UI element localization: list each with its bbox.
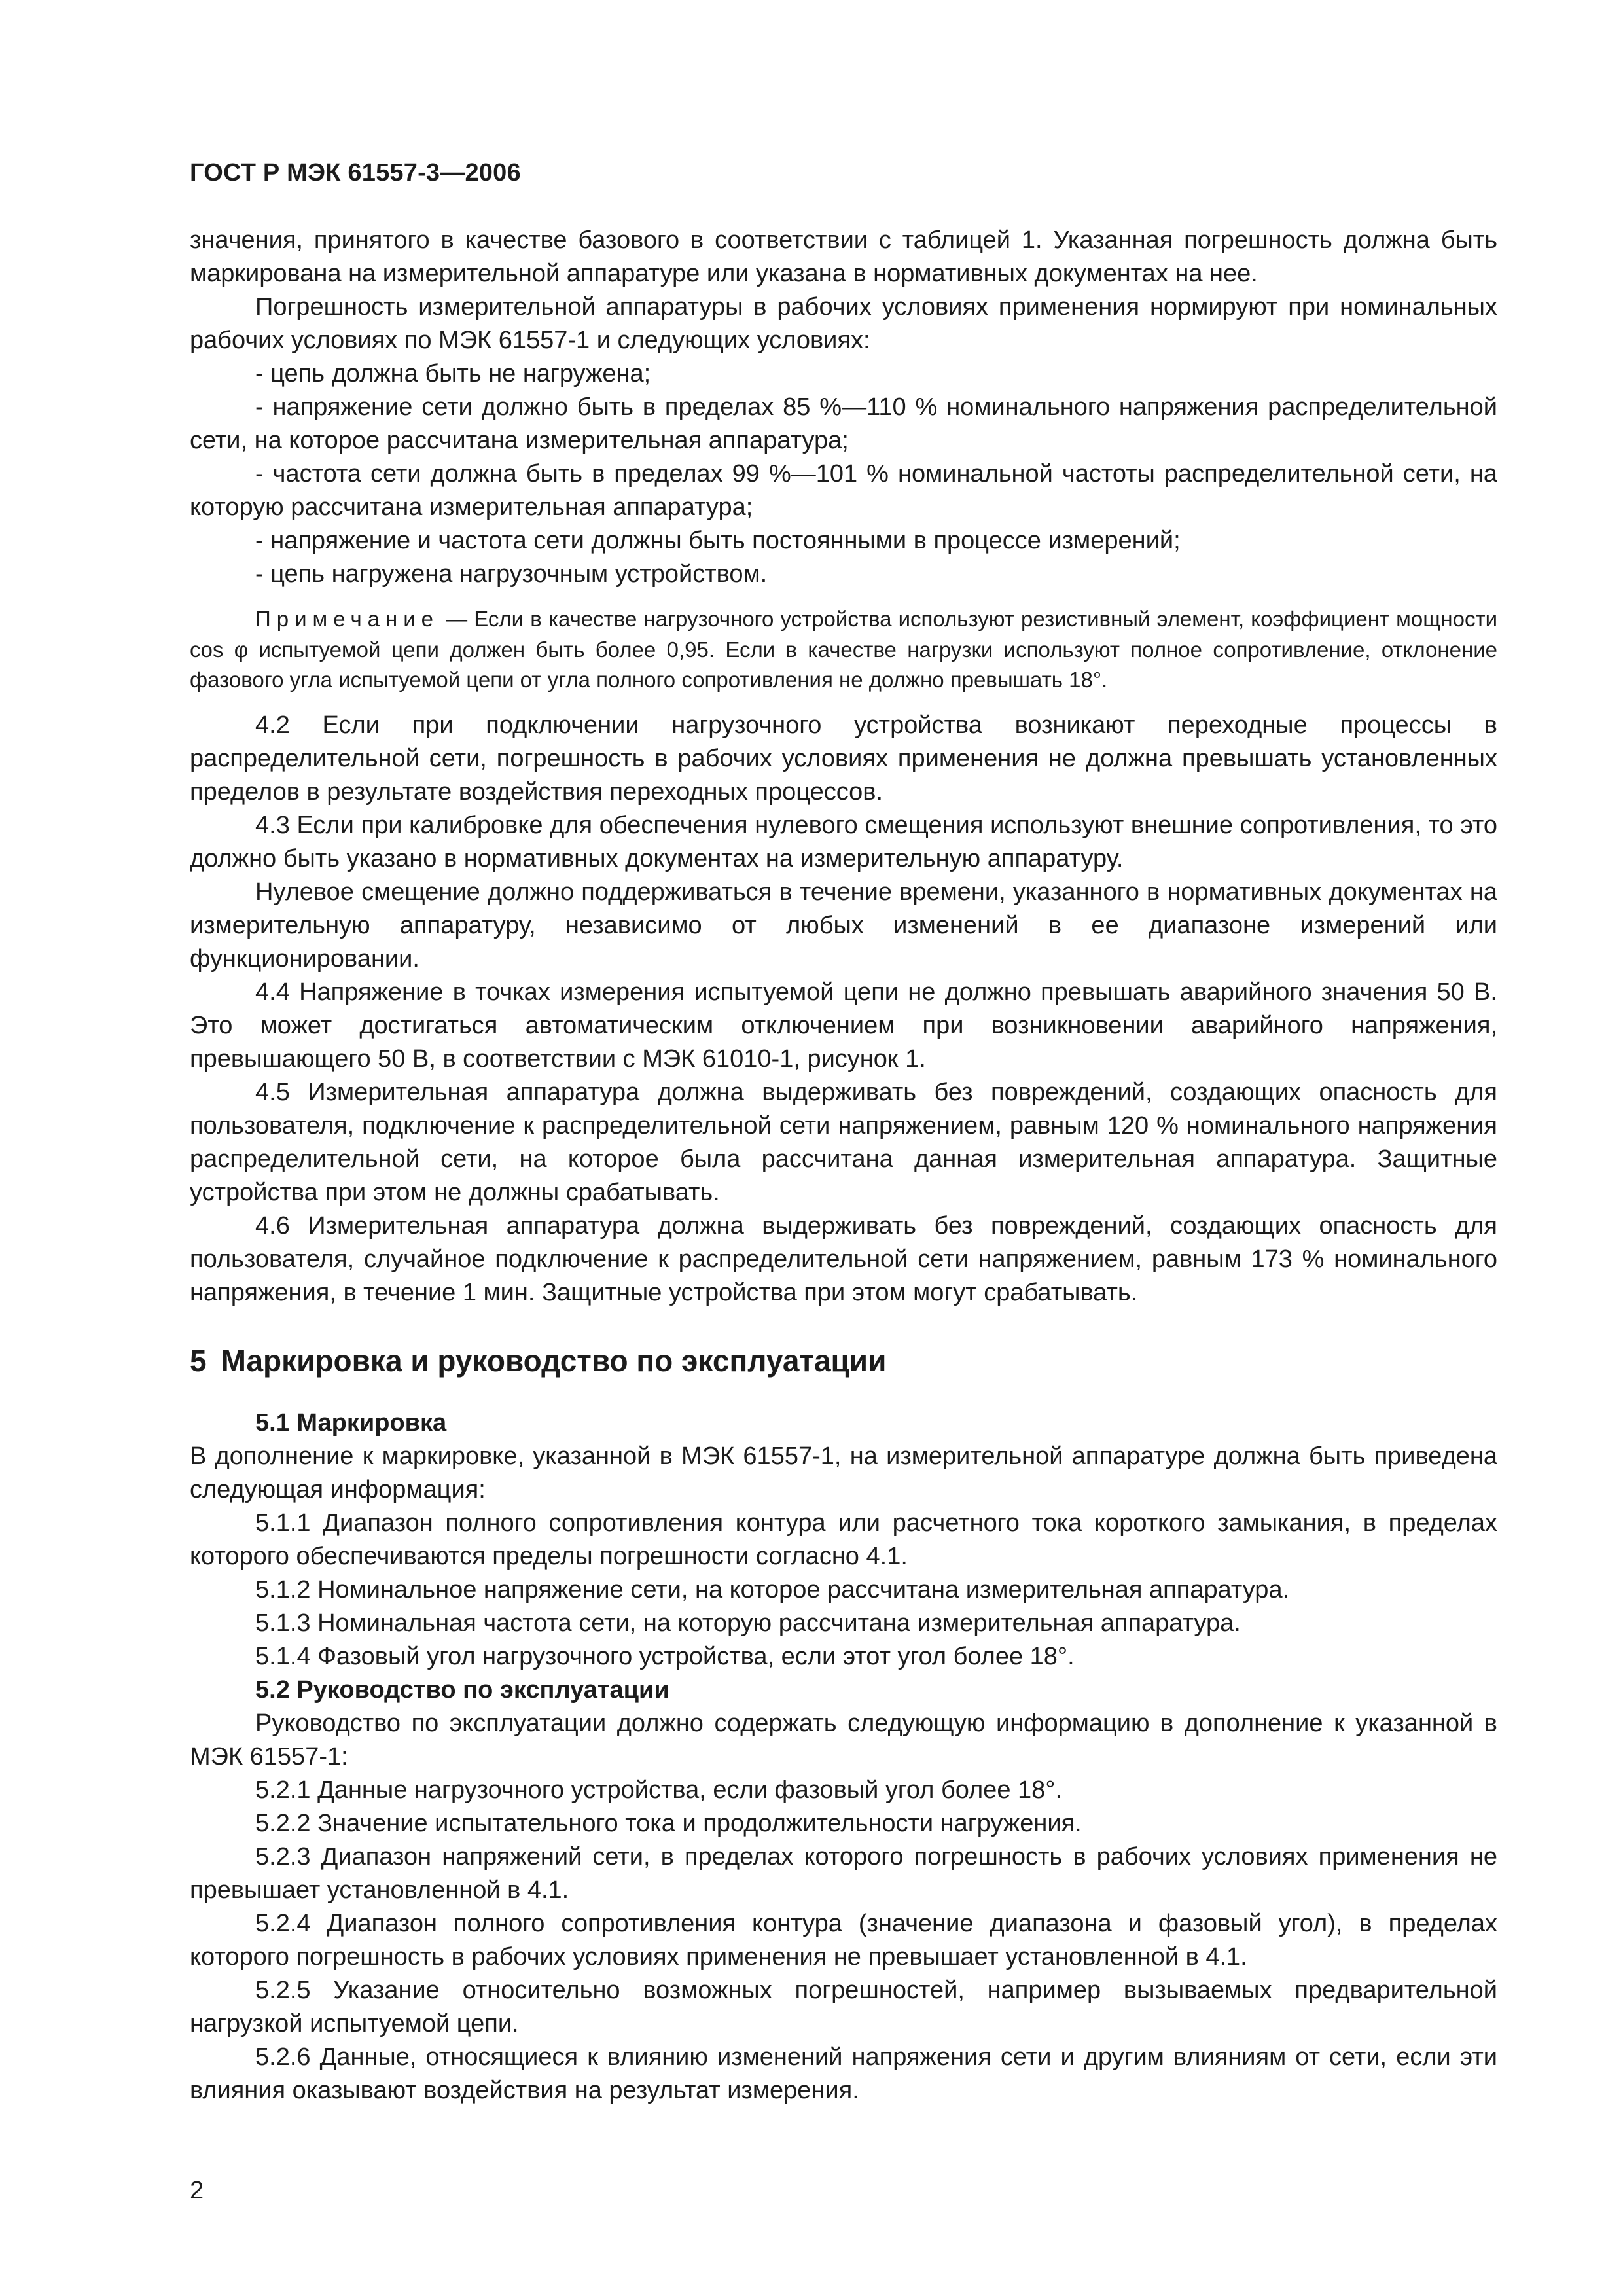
page-number: 2 [190, 2177, 204, 2204]
list-item: 5.2.3 Диапазон напряжений сети, в пределах которого погрешность в рабочих условиях применения не превышает установленной в 4.1. [190, 1842, 1497, 1904]
section-title-text: Маркировка и руководство по эксплуатации [221, 1343, 887, 1378]
note-text: — Если в качестве нагрузочного устройства используют резистивный элемент, коэффициент мощности cos φ испытуемой цепи должен быть более 0,95. Если в качестве нагрузки используют полное сопротивление, отклонение фазового угла испытуемой цепи от угла полного сопротивления не должно превышать 18°. [190, 607, 1497, 692]
list-item: - цепь нагружена нагрузочным устройством. [255, 560, 768, 588]
paragraph-zero-offset: Нулевое смещение должно поддерживаться в течение времени, указанного в нормативных документах на измерительную аппаратуру, независимо от любых изменений в ее диапазоне измерений или функционировании. [190, 878, 1497, 973]
section-number: 5 [190, 1343, 207, 1378]
list-item: 5.2.4 Диапазон полного сопротивления контура (значение диапазона и фазовый угол), в пределах которого погрешность в рабочих условиях применения не превышает установленной в 4.1. [190, 1909, 1497, 1971]
list-item: 5.1.1 Диапазон полного сопротивления контура или расчетного тока короткого замыкания, в пределах которого обеспечиваются пределы погрешности согласно 4.1. [190, 1509, 1497, 1570]
paragraph-operating-conditions: Погрешность измерительной аппаратуры в рабочих условиях применения нормируют при номинальных рабочих условиях по МЭК 61557-1 и следующих условиях: [190, 293, 1497, 354]
paragraph-5-1-intro: В дополнение к маркировке, указанной в МЭК 61557-1, на измерительной аппаратуре должна быть приведена следующая информация: [190, 1442, 1497, 1503]
paragraph-4-4: 4.4 Напряжение в точках измерения испытуемой цепи не должно превышать аварийного значения 50 В. Это может достигаться автоматическим отключением при возникновении аварийного напряжения, превышающего 50 В, в соответствии с МЭК 61010-1, рисунок 1. [190, 978, 1497, 1073]
note-paragraph [190, 604, 1497, 696]
list-item: - цепь должна быть не нагружена; [255, 360, 651, 387]
list-item: - напряжение сети должно быть в пределах 85 %—110 % номинального напряжения распределительной сети, на которое рассчитана измерительная аппаратура; [190, 393, 1497, 454]
list-item: - напряжение и частота сети должны быть постоянными в процессе измерений; [255, 527, 1181, 554]
list-item: 5.1.2 Номинальное напряжение сети, на которое рассчитана измерительная аппаратура. [255, 1575, 1290, 1604]
list-item: 5.1.3 Номинальная частота сети, на которую рассчитана измерительная аппаратура. [255, 1609, 1241, 1637]
section-5-title [190, 1341, 1497, 1380]
subsection-5-1-title: 5.1 Маркировка [255, 1408, 447, 1437]
paragraph-4-3: 4.3 Если при калибровке для обеспечения нулевого смещения используют внешние сопротивления, то это должно быть указано в нормативных документах на измерительную аппаратуру. [190, 811, 1497, 872]
list-item: 5.1.4 Фазовый угол нагрузочного устройства, если этот угол более 18°. [255, 1642, 1075, 1670]
subsection-5-2-title: 5.2 Руководство по эксплуатации [255, 1676, 669, 1704]
paragraph-5-2-intro: Руководство по эксплуатации должно содержать следующую информацию в дополнение к указанной в МЭК 61557-1: [190, 1709, 1497, 1770]
list-item: 5.2.1 Данные нагрузочного устройства, если фазовый угол более 18°. [255, 1776, 1063, 1804]
paragraph-continuation: значения, принятого в качестве базового в соответствии с таблицей 1. Указанная погрешность должна быть маркирована на измерительной аппаратуре или указана в нормативных документах на нее. [190, 226, 1497, 287]
paragraph-4-6: 4.6 Измерительная аппаратура должна выдерживать без повреждений, создающих опасность для пользователя, случайное подключение к распределительной сети напряжением, равным 173 % номинального напряжения, в течение 1 мин. Защитные устройства при этом могут срабатывать. [190, 1211, 1497, 1306]
paragraph-4-2: 4.2 Если при подключении нагрузочного устройства возникают переходные процессы в распределительной сети, погрешность в рабочих условиях применения не должна превышать установленных пределов в результате воздействия переходных процессов. [190, 711, 1497, 806]
document-header: ГОСТ Р МЭК 61557-3—2006 [190, 159, 521, 187]
list-item: 5.2.6 Данные, относящиеся к влиянию изменений напряжения сети и другим влияниям от сети, если эти влияния оказывают воздействия на результат измерения. [190, 2043, 1497, 2104]
list-item: - частота сети должна быть в пределах 99 %—101 % номинальной частоты распределительной сети, на которую рассчитана измерительная аппаратура; [190, 460, 1497, 521]
paragraph-4-5: 4.5 Измерительная аппаратура должна выдерживать без повреждений, создающих опасность для пользователя, подключение к распределительной сети напряжением, равным 120 % номинального напряжения распределительной сети, на которое была рассчитана данная измерительная аппаратура. Защитные устройства при этом не должны срабатывать. [190, 1078, 1497, 1206]
document-page [190, 157, 1497, 2108]
note-label: Примечание [255, 607, 440, 631]
list-item: 5.2.5 Указание относительно возможных погрешностей, например вызываемых предварительной нагрузкой испытуемой цепи. [190, 1976, 1497, 2037]
list-item: 5.2.2 Значение испытательного тока и продолжительности нагружения. [255, 1809, 1082, 1837]
